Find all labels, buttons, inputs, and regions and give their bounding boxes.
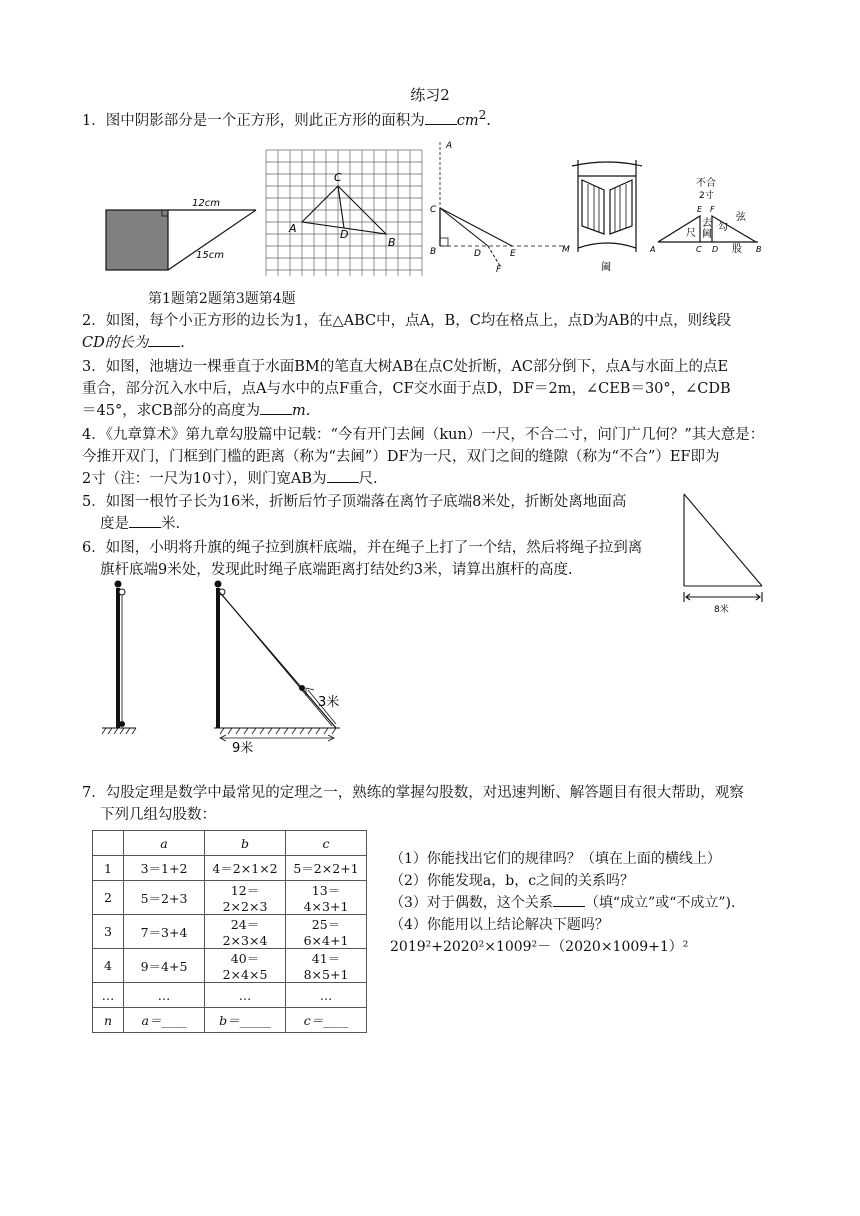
q3-line-2: 重合，部分沉入水中后，点A与水中的点F重合，CF交水面于点D，DF＝2m，∠CEB＝30°，∠CDB [82, 381, 731, 397]
figure-5-gougu [646, 174, 770, 258]
q7-sub-1: （1）你能找出它们的规律吗？（填在上面的横线上） [390, 851, 721, 867]
q7-line-2: 下列几组勾股数： [100, 807, 216, 823]
fig3-label-f: F [496, 265, 502, 274]
q4-answer-blank[interactable] [327, 468, 359, 483]
question-4 [82, 424, 782, 490]
q5-line-1: 5．如图一根竹子长为16米，折断后竹子顶端落在离竹子底端8米处，折断处离地面高 [82, 494, 627, 510]
fig1-top-label: 12cm [192, 198, 220, 209]
figure-1 [100, 196, 260, 274]
fig5-label-c: C [696, 245, 702, 254]
q3-line-1: 3．如图，池塘边一棵垂直于水面BM的笔直大树AB在点C处折断，AC部分倒下，点A与水面上的点E [82, 359, 729, 375]
q1-answer-blank[interactable] [425, 110, 457, 125]
q5-line-2: 度是 [100, 516, 129, 532]
table-header-b: b [205, 831, 286, 856]
table-row: 1 3＝1+2 4＝2×1×2 5＝2×2+1 [93, 856, 367, 881]
q3-line-3: ＝45°，求CB部分的高度为 [82, 403, 260, 419]
fig5-qu: 去 [702, 218, 712, 229]
fig5-cun: 2寸 [699, 191, 714, 201]
fig1-shaded-square [106, 210, 168, 270]
figure-2-grid [264, 148, 424, 278]
q2-line-2: CD的长为 [82, 335, 149, 351]
answer-b-blank[interactable]: b＝_____ [205, 1008, 286, 1033]
question-5 [82, 491, 672, 535]
q7-sub-3-blank[interactable] [553, 892, 585, 907]
q6-line-2: 旗杆底端9米处，发现此时绳子底端距离打结处约3米，请算出旗杆的高度. [100, 562, 573, 578]
table-row: 3 7＝3+4 24＝2×3×4 25＝6×4+1 [93, 915, 367, 949]
fig5-kun: 阃 [702, 229, 712, 240]
fig2-label-d: D [340, 228, 349, 241]
fig2-label-c: C [334, 171, 342, 184]
table-header-a: a [124, 831, 205, 856]
q1-unit: cm [456, 112, 479, 129]
q1-end: . [486, 112, 491, 129]
answer-a-blank[interactable]: a＝____ [124, 1008, 205, 1033]
page-title: 练习2 [410, 86, 450, 104]
question-1 [82, 104, 782, 132]
q1-unit-exp: 2 [478, 108, 487, 122]
q7-sub-5: 2019²+2020²×1009²－（2020×1009+1）² [390, 939, 689, 955]
q7-sub-3: （3）对于偶数，这个关系 （填“成立”或“不成立”). [390, 892, 735, 914]
q7-sub-4: （4）你能用以上结论解决下题吗？ [390, 917, 609, 933]
fig3-label-m: M [562, 245, 570, 255]
fig2-label-a: A [289, 222, 297, 235]
fig5-label-d: D [712, 245, 719, 254]
q5-answer-blank[interactable] [129, 513, 161, 528]
fig2-label-b: B [388, 236, 396, 249]
q3-answer-blank[interactable] [260, 400, 292, 415]
fig1-hyp-label: 15cm [196, 250, 224, 261]
figure-captions: 第1题第2题第3题第4题 [148, 291, 296, 307]
answer-c-blank[interactable]: c＝____ [286, 1008, 367, 1033]
q1-text: 图中阴影部分是一个正方形，则此正方形的面积为 [105, 112, 425, 129]
q3-end: m. [291, 403, 311, 419]
fig5-chi: 尺 [686, 228, 696, 239]
figure-3 [426, 138, 576, 274]
q4-end: 尺. [358, 471, 378, 487]
question-2 [82, 310, 782, 354]
q4-line-2: 今推开双门，门框到门槛的距离（称为“去阃”）DF为一尺，双门之间的缝隙（称为“不合”）EF即为 [82, 449, 720, 465]
q4-line-1: 4．《九章算术》第九章勾股篇中记载：“今有开门去阃（kun）一尺，不合二寸，问门广几何？”其大意是： [82, 427, 765, 443]
figure-flagpole-1 [100, 578, 140, 738]
figure-bamboo [676, 488, 776, 618]
q7-sub-2: （2）你能发现a，b，c之间的关系吗？ [390, 873, 635, 889]
fig3-label-b: B [430, 247, 437, 257]
table-row: … … … … [93, 983, 367, 1008]
bamboo-base-label: 8米 [714, 605, 729, 615]
fig3-label-d: D [474, 249, 481, 259]
fig3-label-a: A [446, 141, 453, 151]
flag-ground-label: 9米 [232, 741, 254, 754]
table-row: 2 5＝2+3 12＝2×2×3 13＝4×3+1 [93, 881, 367, 915]
fig5-buhe: 不合 [696, 178, 716, 189]
table-header-row [93, 831, 367, 856]
fig4-label: 阖 [601, 262, 611, 273]
question-3 [82, 356, 782, 422]
fig5-label-e: E [697, 205, 703, 214]
fig3-label-c: C [430, 205, 437, 215]
q2-answer-blank[interactable] [148, 332, 180, 347]
fig5-label-a: A [650, 245, 656, 254]
figure-4-double-door [568, 156, 648, 274]
q6-line-1: 6．如图，小明将升旗的绳子拉到旗杆底端，并在绳子上打了一个结，然后将绳子拉到离 [82, 540, 643, 556]
q1-number: 1． [82, 112, 106, 129]
flag-rope-label: 3米 [318, 695, 340, 710]
fig3-label-e: E [510, 249, 516, 259]
table-header-c: c [286, 831, 367, 856]
fig5-gou: 勾 [718, 222, 728, 233]
fig5-gu: 股 [732, 244, 742, 255]
question-7 [82, 782, 782, 826]
pythagorean-table [92, 830, 367, 1033]
fig5-label-f: F [710, 205, 715, 214]
q2-end: . [180, 335, 185, 351]
figure-flagpole-2 [204, 578, 354, 754]
q5-end: 米. [161, 516, 181, 532]
table-row: 4 9＝4+5 40＝2×4×5 41＝8×5+1 [93, 949, 367, 983]
q2-line-1: 2．如图，每个小正方形的边长为1，在△ABC中，点A，B，C均在格点上，点D为AB的中点，则线段 [82, 313, 732, 329]
q7-line-1: 7．勾股定理是数学中最常见的定理之一，熟练的掌握勾股数，对迅速判断、解答题目有很大帮助，观察 [82, 785, 744, 801]
fig5-label-b: B [756, 245, 762, 254]
fig5-xian: 弦 [736, 212, 746, 223]
question-6 [82, 537, 672, 581]
q4-line-3: 2寸（注：一尺为10寸），则门宽AB为 [82, 471, 327, 487]
table-row-n: n a＝____ b＝_____ c＝____ [93, 1008, 367, 1033]
